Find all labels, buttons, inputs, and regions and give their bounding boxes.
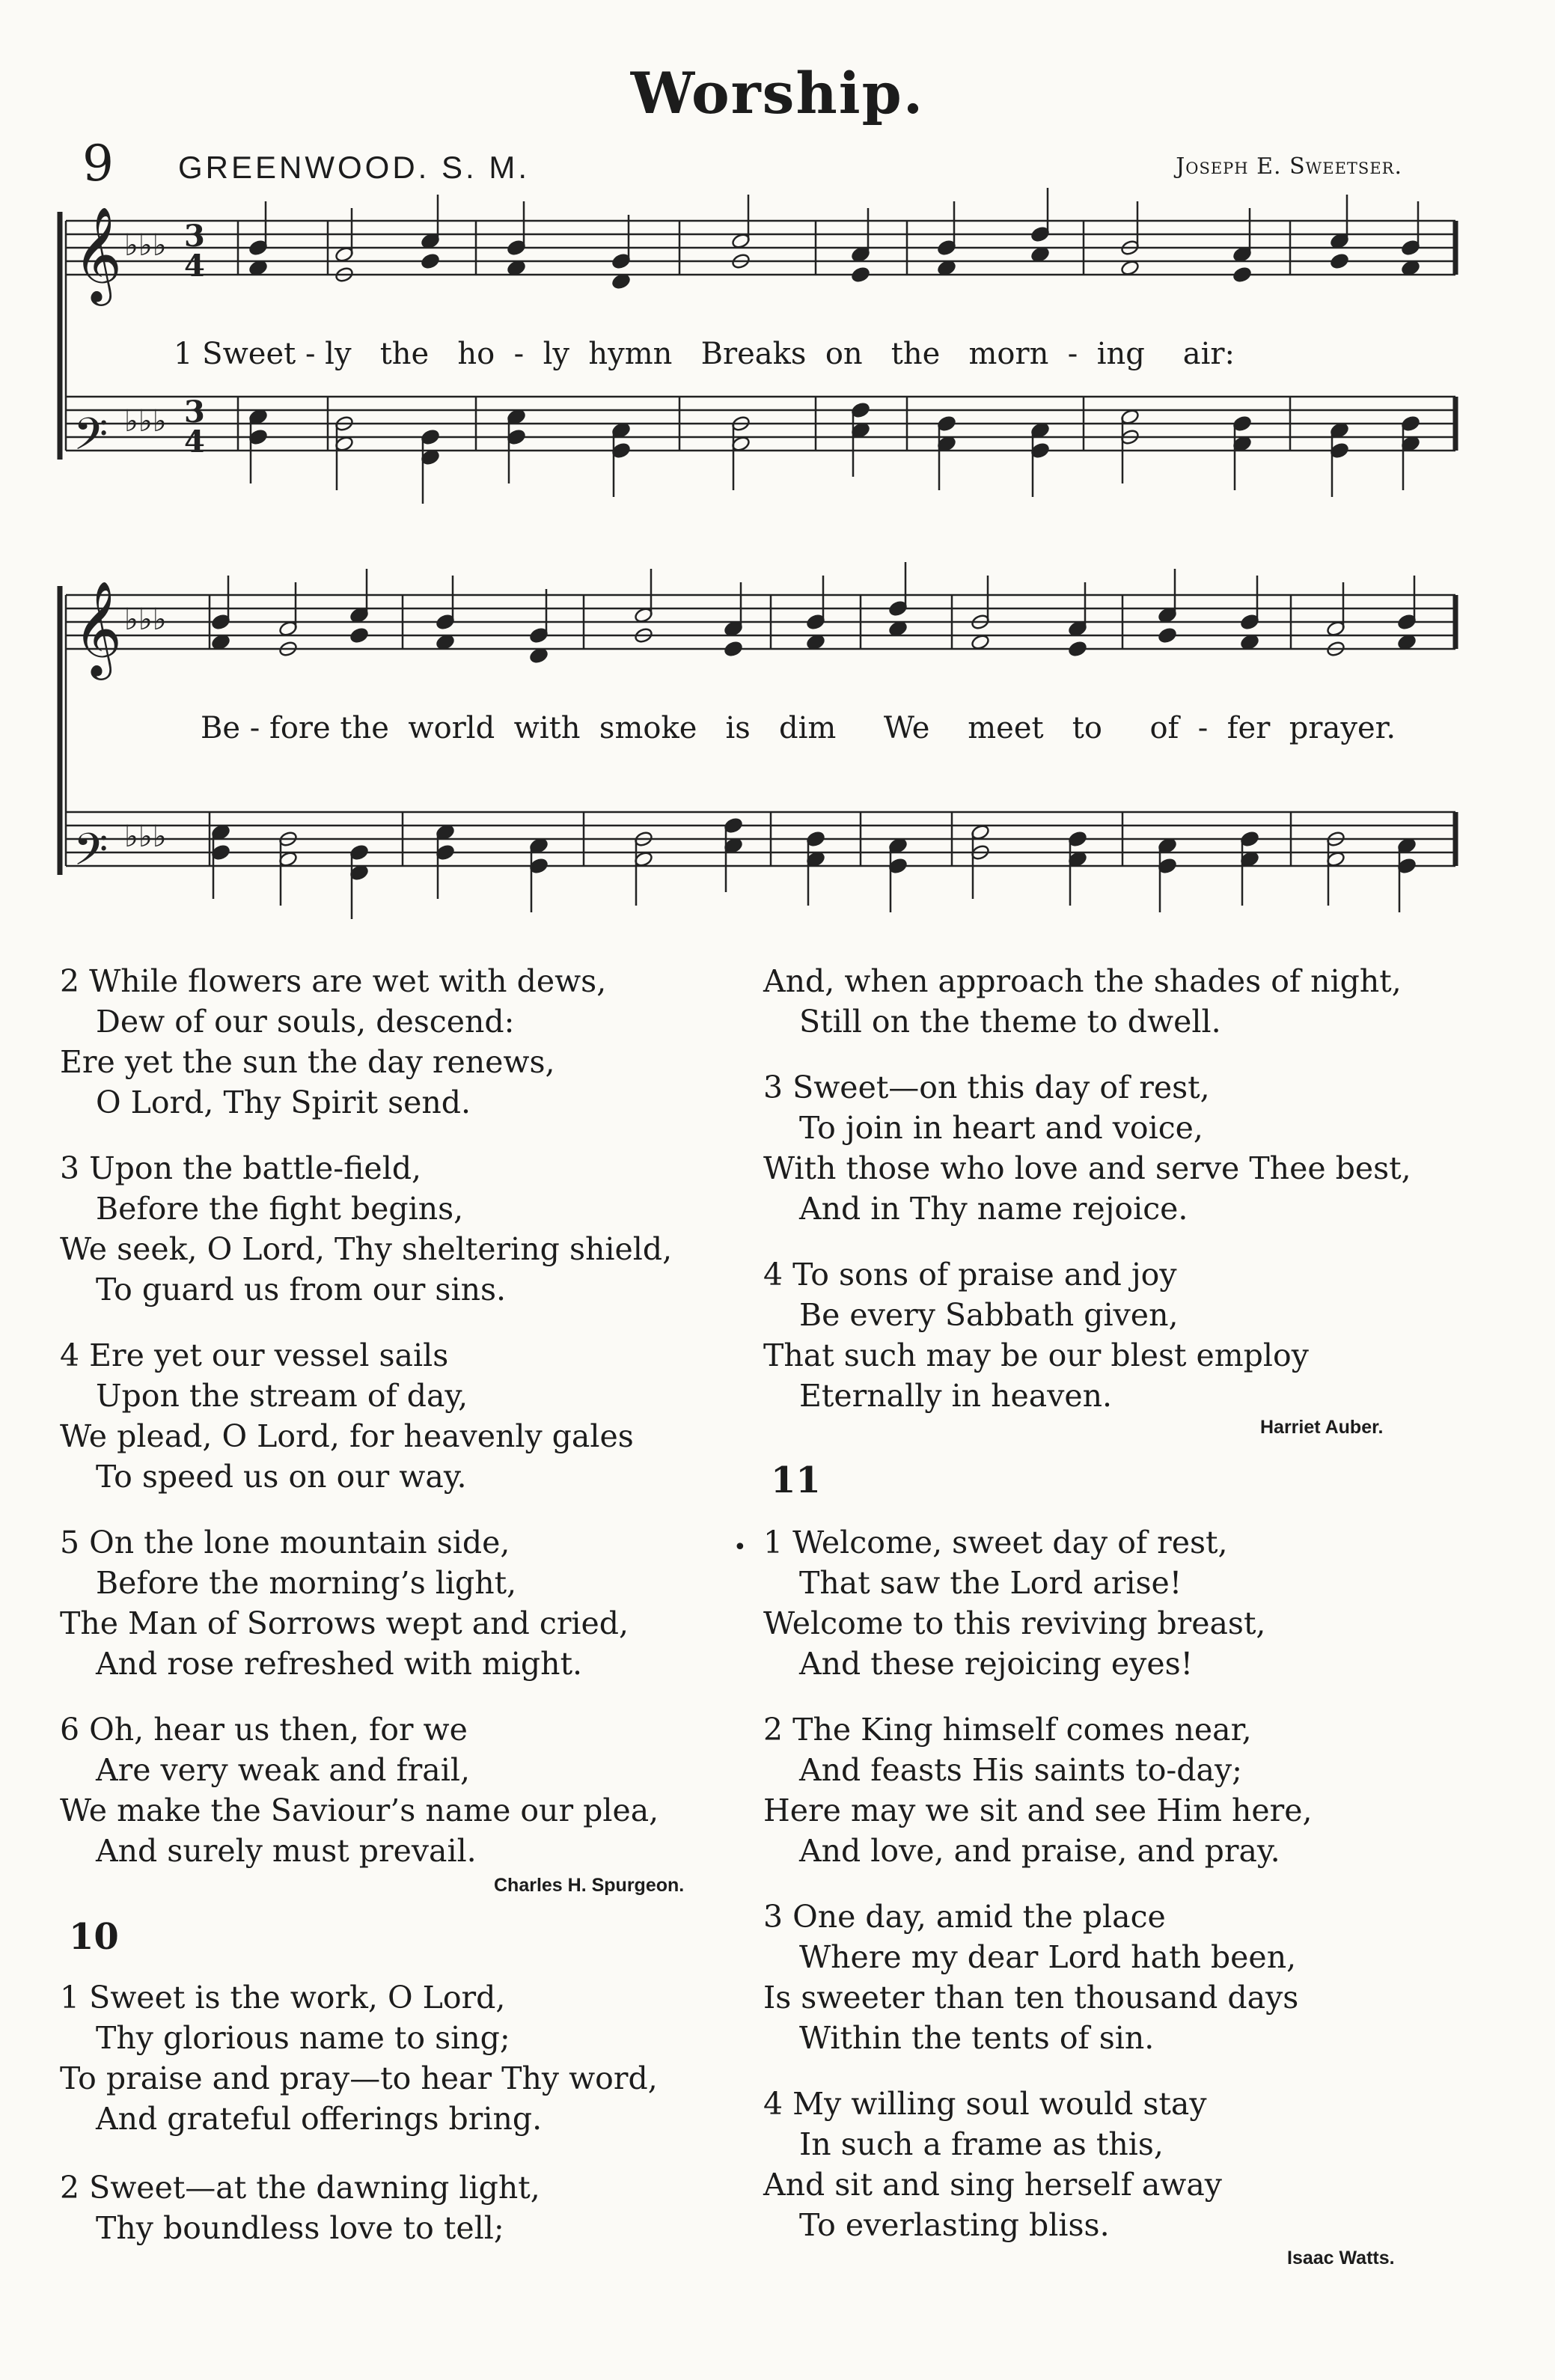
verse-9-2: 2 While flowers are wet with dews, Dew of our souls, descend: Ere yet the sun the day renews, O Lord, Thy Spirit send. <box>60 963 607 1120</box>
svg-text:3: 3 <box>184 219 205 254</box>
tune-name: GREENWOOD. S. M. <box>178 150 531 185</box>
verse-9-4: 4 Ere yet our vessel sails Upon the stream of day, We plead, O Lord, for heavenly gales To speed us on our way. <box>60 1337 634 1495</box>
hymn-10-number: 10 <box>69 1916 119 1958</box>
verse-11-1: 1 Welcome, sweet day of rest, That saw the Lord arise! Welcome to this reviving breast, And these rejoicing eyes! <box>763 1525 1266 1682</box>
verse-10-2: 2 Sweet—at the dawning light, Thy boundless love to tell; <box>60 2170 540 2246</box>
author-spurgeon: Charles H. Spurgeon. <box>494 1875 685 1896</box>
svg-text:𝄞: 𝄞 <box>73 580 123 676</box>
verse-11-2: 2 The King himself comes near, And feasts His saints to-day; Here may we sit and see Him here, And love, and praise, and pray. <box>763 1712 1313 1869</box>
margin-dot: • <box>733 1534 747 1560</box>
author-auber: Harriet Auber. <box>1260 1417 1384 1438</box>
verse-9-6: 6 Oh, hear us then, for we Are very weak and frail, We make the Saviour’s name our plea, And surely must prevail. <box>60 1712 659 1869</box>
author-watts: Isaac Watts. <box>1287 2248 1395 2268</box>
hymn-number: 9 <box>82 135 114 192</box>
music-score <box>0 0 1555 928</box>
svg-text:♭♭♭: ♭♭♭ <box>124 602 167 637</box>
verse-11-4: 4 My willing soul would stay In such a frame as this, And sit and sing herself away To everlasting bliss. <box>763 2086 1222 2243</box>
verse-9-5: 5 On the lone mountain side, Before the morning’s light, The Man of Sorrows wept and cried, And rose refreshed with might. <box>60 1525 629 1682</box>
svg-text:𝄞: 𝄞 <box>73 206 123 302</box>
verse-9-3: 3 Upon the battle-field, Before the fight begins, We seek, O Lord, Thy sheltering shield, To guard us from our sins. <box>60 1150 673 1308</box>
svg-text:𝄢: 𝄢 <box>73 408 109 471</box>
lyrics-line-2: Be - fore the world with smoke is dim We meet to of - fer prayer. <box>201 711 1396 745</box>
svg-text:♭♭♭: ♭♭♭ <box>124 820 167 854</box>
verse-11-3: 3 One day, amid the place Where my dear Lord hath been, Is sweeter than ten thousand days Within the tents of sin. <box>763 1899 1299 2056</box>
svg-text:4: 4 <box>184 248 205 284</box>
verse-10-1: 1 Sweet is the work, O Lord, Thy glorious name to sing; To praise and pray—to hear Thy word, And grateful offerings bring. <box>60 1980 658 2137</box>
svg-text:𝄢: 𝄢 <box>73 823 109 886</box>
svg-text:♭♭♭: ♭♭♭ <box>124 228 167 263</box>
svg-text:3: 3 <box>184 394 205 430</box>
hymn-11-number: 11 <box>771 1459 821 1501</box>
composer-name: Joseph E. Sweetser. <box>1176 153 1402 180</box>
verse-10-4: 4 To sons of praise and joy Be every Sabbath given, That such may be our blest employ Eternally in heaven. <box>763 1257 1309 1414</box>
page-title: Worship. <box>630 60 925 126</box>
svg-text:4: 4 <box>184 424 205 460</box>
lyrics-line-1: 1 Sweet - ly the ho - ly hymn Breaks on the morn - ing air: <box>174 337 1235 371</box>
verse-10-3: 3 Sweet—on this day of rest, To join in heart and voice, With those who love and serve Thee best, And in Thy name rejoice. <box>763 1070 1411 1227</box>
svg-text:♭♭♭: ♭♭♭ <box>124 404 167 439</box>
verse-10-2-cont: And, when approach the shades of night, Still on the theme to dwell. <box>763 963 1402 1040</box>
